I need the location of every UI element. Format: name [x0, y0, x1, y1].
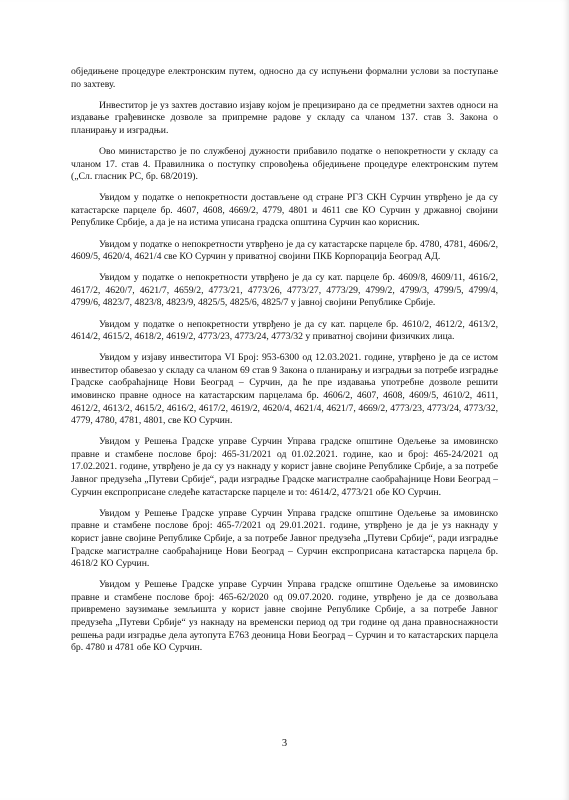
paragraph: Увидом у податке о непокретности утврђено је да су кат. парцеле бр. 4610/2, 4612/2, 4613/2, 4614/2, 4615/2, 4618/2, 4619/2, 4773/23, 4773/24, 4773/32 у приватној својини физичких лица.	[71, 318, 498, 343]
paragraph: обједињене процедуре електронским путем, односно да су испуњени формални услови за поступање по захтеву.	[71, 66, 498, 90]
paragraph: Ово министарство је по службеној дужности прибавило податке о непокретности у складу са чланом 17. став 4. Правилника о поступку спровођења обједињене процедуре електронским путем („Сл. гласник РС, бр. 68/2019).	[71, 145, 498, 183]
paragraph: Увидом у податке о непокретности достављене од стране РГЗ СКН Сурчин утврђено је да су катастарске парцеле бр. 4607, 4608, 4669/2, 4779, 4801 и 4611 све КО Сурчин у државној својини Републике Србије, а да је на истима уписана градска општина Сурчин као корисник.	[71, 192, 498, 229]
paragraph: Увидом у Решење Градске управе Сурчин Управа градске општине Одељење за имовинско правне и стамбене послове број: 465-7/2021 од 29.01.2021. године, утврђено је да је уз накнаду у корист јавне својине Републике Србије, а за потребе Јавног предузећа „Путеви Србије“, ради изградње Градске магистралне саобраћајнице Нови Београд – Сурчин експроприсана катастарска парцела бр. 4618/2 КО Сурчин.	[71, 507, 498, 570]
paragraph: Увидом у Решења Градске управе Сурчин Управа градске општине Одељење за имовинско правне и стамбене послове број: 465-31/2021 од 01.02.2021. године, као и број: 465-24/2021 од 17.02.2021. године, утврђено је да су уз накнаду у корист јавне својине Републике Србије, а за потребе Јавног предузећа „Путеви Србије“, ради изградње Градске магистралне саобраћајнице Нови Београд – Сурчин експроприсане следеће катастарске парцеле и то: 4614/2, 4773/21 обе КО Сурчин.	[71, 436, 498, 498]
paragraph: Увидом у Решење Градске управе Сурчин Управа градске општине Одељење за имовинско правне и стамбене послове број: 465-62/2020 од 09.07.2020. године, утврђено је да се дозвољава привремено заузимање земљишта у корист јавне својине Републике Србије, а за потребе Јавног предузећа „Путеви Србије“ уз накнаду на временски период од три године од дана правноснажности решења ради изградње дела аутопута Е763 деоница Нови Београд – Сурчин и то катастарских парцела бр. 4780 и 4781 обе КО Сурчин.	[71, 579, 498, 654]
paragraph: Инвеститор је уз захтев доставио изјаву којом је прецизирано да се предметни захтев односи на издавање грађевинске дозволе за припремне радове у складу са чланом 137. став 3. Закона о планирању и изградњи.	[71, 99, 498, 136]
paragraph: Увидом у изјаву инвеститора VI Број: 953-6300 од 12.03.2021. године, утврђено је да се истом инвеститор обавезао у складу са чланом 69 став 9 Закона о планирању и изградњи за потребе изградње Градске саобраћајнице Нови Београд – Сурчин, да ће пре издавања употребне дозволе решити имовинско правне односе на катастарским парцелама бр. 4606/2, 4607, 4608, 4609/5, 4610/2, 4611, 4612/2, 4613/2, 4615/2, 4616/2, 4617/2, 4619/2, 4620/4, 4621/4, 4621/7, 4669/2, 4773/23, 4773/24, 4773/32, 4779, 4780, 4781, 4801, све КО Сурчин.	[71, 352, 498, 427]
document-body	[71, 66, 498, 663]
page-number: 3	[281, 738, 288, 749]
paragraph: Увидом у податке о непокретности утврђено је да су катастарске парцеле бр. 4780, 4781, 4606/2, 4609/5, 4620/4, 4621/4 све КО Сурчин у приватној својини ПКБ Корпорација Београд АД.	[71, 238, 498, 263]
paragraph: Увидом у податке о непокретности утврђено је да су кат. парцеле бр. 4609/8, 4609/11, 4616/2, 4617/2, 4620/7, 4621/7, 4659/2, 4773/21, 4773/26, 4773/27, 4773/29, 4799/2, 4799/3, 4799/5, 4799/4, 4799/6, 4823/7, 4823/8, 4823/9, 4825/5, 4825/6, 4825/7 у јавној својини Републике Србије.	[71, 272, 498, 309]
